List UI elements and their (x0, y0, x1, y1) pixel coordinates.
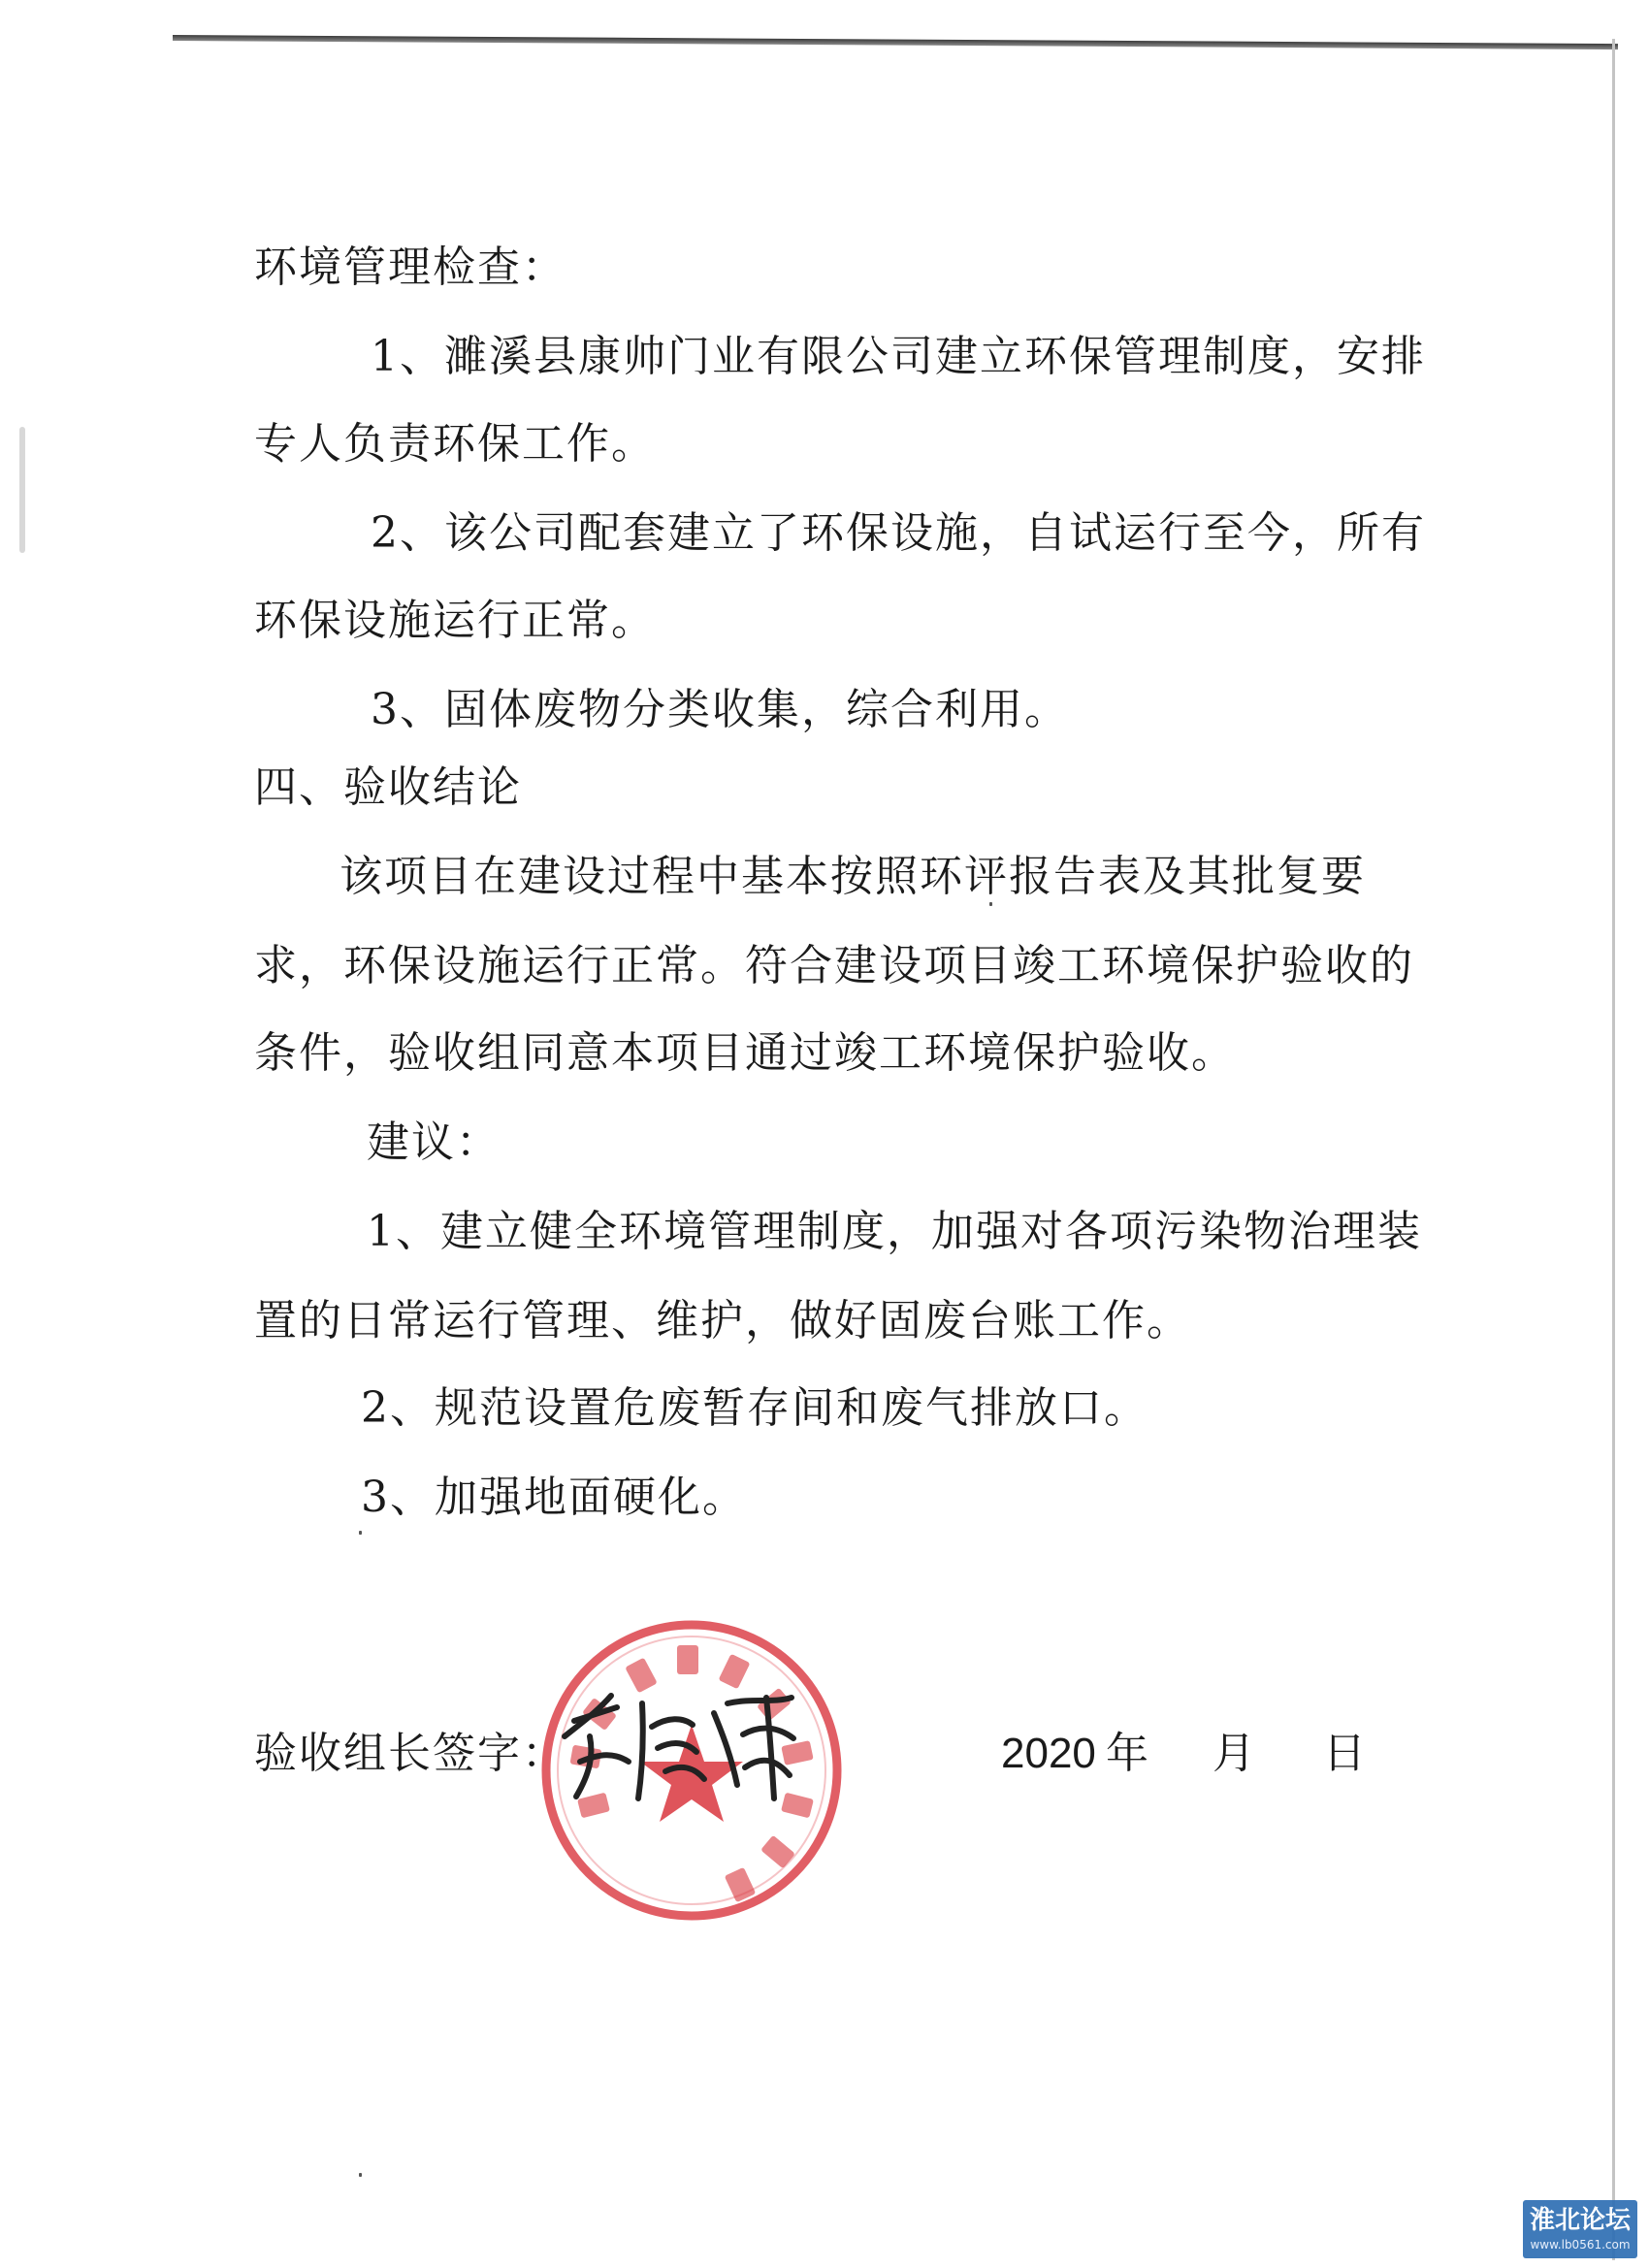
suggestion-3-line-1: 3、加强地面硬化。 (361, 1473, 747, 1522)
date-year-char: 年 (1106, 1729, 1148, 1778)
conclusion-line-2: 求，环保设施运行正常。符合建设项目竣工环境保护验收的 (254, 941, 1414, 990)
check-item-1-line-2: 专人负责环保工作。 (254, 419, 656, 469)
watermark-main-text: 淮北论坛 (1529, 2206, 1631, 2235)
check-item-2-line-2: 环保设施运行正常。 (254, 596, 656, 645)
section-heading-environment-check: 环境管理检查： (254, 243, 566, 292)
date-year: 2020 (1001, 1730, 1096, 1777)
scan-speck (359, 1531, 362, 1535)
scan-top-edge (173, 35, 1618, 49)
date-month-char: 月 (1212, 1729, 1255, 1778)
suggestion-heading: 建议： (367, 1118, 501, 1167)
signature-label: 验收组长签字： (254, 1729, 566, 1778)
conclusion-line-1: 该项目在建设过程中基本按照环评报告表及其批复要 (340, 852, 1366, 901)
site-watermark (1523, 2200, 1637, 2258)
scan-right-edge (1612, 39, 1615, 2260)
scan-left-mark (19, 427, 25, 553)
suggestion-2-line-1: 2、规范设置危废暂存间和废气排放口。 (361, 1383, 1148, 1433)
check-item-3-line-1: 3、固体废物分类收集，综合利用。 (371, 685, 1069, 734)
handwritten-signature (553, 1678, 805, 1814)
check-item-1-line-1: 1、濉溪县康帅门业有限公司建立环保管理制度，安排 (371, 332, 1426, 381)
suggestion-1-line-2: 置的日常运行管理、维护，做好固废台账工作。 (254, 1296, 1191, 1345)
conclusion-heading: 四、验收结论 (254, 762, 522, 812)
conclusion-line-3: 条件，验收组同意本项目通过竣工环境保护验收。 (254, 1028, 1236, 1078)
date-day-char: 日 (1323, 1729, 1366, 1778)
scan-speck (989, 902, 992, 906)
scan-speck (359, 2173, 362, 2177)
watermark-url-text: www.lb0561.com (1530, 2238, 1631, 2252)
check-item-2-line-1: 2、该公司配套建立了环保设施，自试运行至今，所有 (371, 508, 1426, 558)
suggestion-1-line-1: 1、建立健全环境管理制度，加强对各项污染物治理装 (367, 1207, 1422, 1256)
